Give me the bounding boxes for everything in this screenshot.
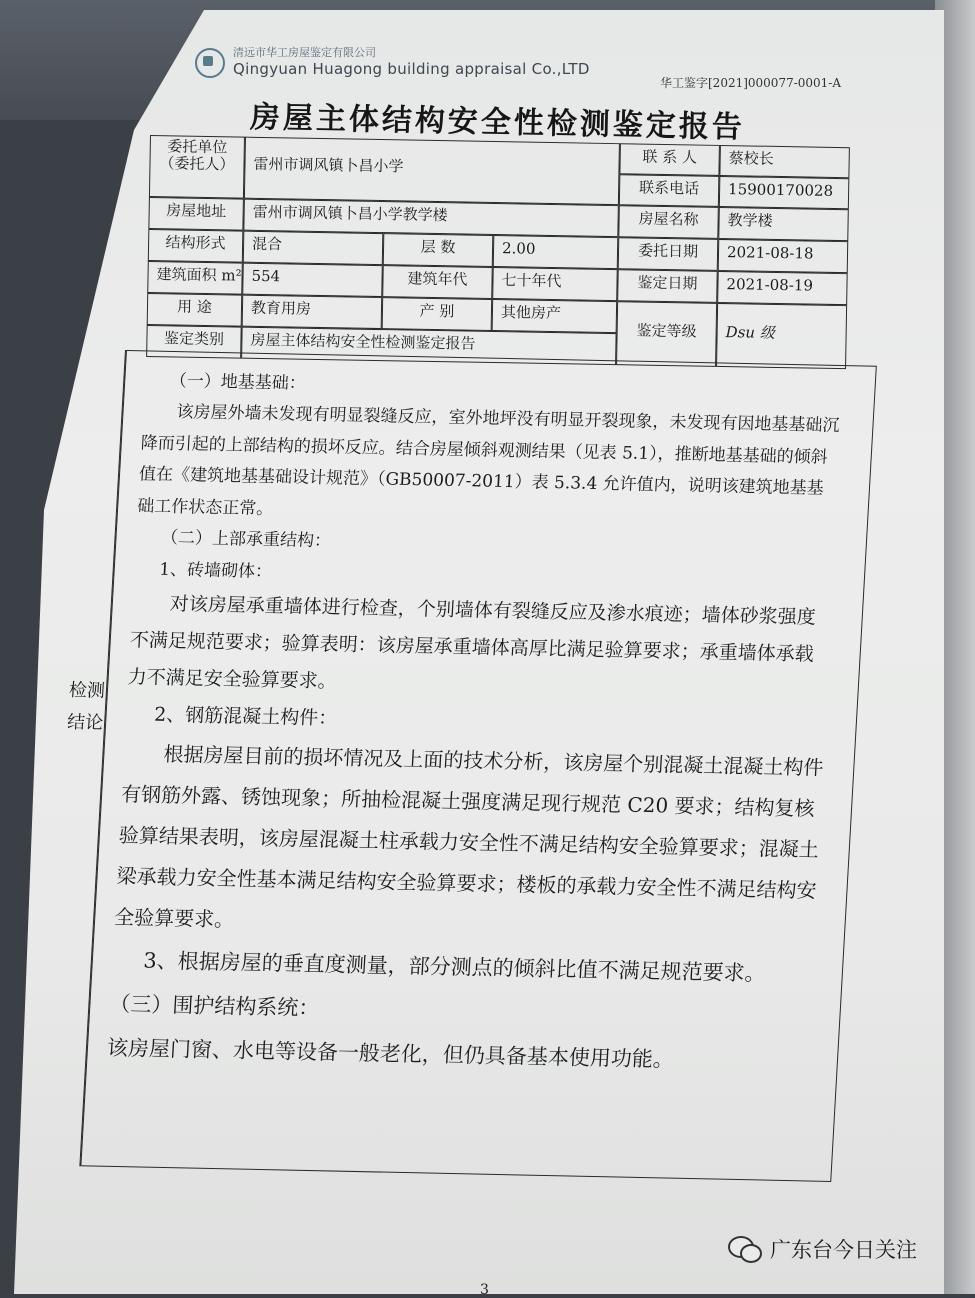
paragraph-foundation: 该房屋外墙未发现有明显裂缝反应，室外地坪没有明显开裂现象，未发现有因地基基础沉降而引起的上部结构的损坏反应。结合房屋倾斜观测结果（见表 5.1），推断地基基础的倾斜值在《建筑地基基础设计规范》（GB50007-2011）表 5.3.4 允许值内，说明该建筑地基基础工作状态正常。 [136,402,840,519]
page-number: 3 [480,1282,489,1298]
paragraph-verticality: 3、根据房屋的垂直度测量，部分测点的倾斜比值不满足规范要求。 [142,948,767,986]
watermark-text: 广东台今日关注 [770,1238,917,1262]
address-label: 房屋地址 [148,197,244,231]
conclusion-label: 检测 结论 [66,679,106,734]
structure-value: 混合 [243,231,384,265]
phone-value: 15900170028 [719,176,850,209]
company-logo-icon [195,48,225,78]
company-name-cn: 清远市华工房屋鉴定有限公司 [233,46,376,59]
heading-superstructure: （二）上部承重结构： [160,527,332,552]
client-value: 雷州市调风镇卜昌小学 [244,137,620,206]
property-label: 产 别 [382,297,493,331]
conclusion-body [106,365,845,1085]
type-value: 房屋主体结构安全性检测鉴定报告 [241,327,617,366]
house-name-label: 房屋名称 [618,205,719,239]
paragraph-concrete: 根据房屋目前的损坏情况及上面的技术分析，该房屋个别混凝土混凝土构件有钢筋外露、锈蚀现象；所抽检混凝土强度满足现行规范 C20 要求；结构复核验算结果表明，该房屋混凝土柱承载力安全性不满足结构安全验算要求；混凝土梁承载力安全性基本满足结构安全验算要求；楼板的承载力安全性不满足结构安全验算要求。 [113,742,824,932]
grade-label: 鉴定等级 [616,301,717,367]
report-number: 华工鉴字[2021]000077-0001-A [660,76,842,90]
usage-value: 教育用房 [242,295,383,329]
property-value: 其他房产 [492,299,618,333]
year-label: 建筑年代 [382,265,493,299]
area-label: 建筑面积 m² [147,261,243,295]
grade-value: Dsu 级 [716,303,847,369]
house-name-value: 教学楼 [718,207,849,241]
contact-value: 蔡校长 [719,145,850,178]
paragraph-masonry: 对该房屋承重墙体进行检查，个别墙体有裂缝反应及渗水痕迹；墙体砂浆强度不满足规范要求；验算表明：该房屋承重墙体高厚比满足验算要求；承重墙体承载力不满足安全验算要求。 [127,593,817,693]
type-label: 鉴定类别 [146,325,242,359]
appraisal-date-label: 鉴定日期 [617,269,718,303]
report-title: 房屋主体结构安全性检测鉴定报告 [249,100,746,146]
wechat-icon [728,1236,762,1262]
heading-enclosure: （三）围护结构系统： [108,992,321,1021]
conclusion-section [66,350,876,1182]
year-value: 七十年代 [492,267,618,301]
appraisal-date-value: 2021-08-19 [717,271,848,305]
client-label: 委托单位 （委托人） [149,135,245,199]
heading-foundation: （一）地基基础： [169,370,307,394]
company-name-en: Qingyuan Huagong building appraisal Co.,LTD [233,60,590,78]
structure-label: 结构形式 [148,229,244,263]
entrust-date-label: 委托日期 [618,237,719,271]
floors-label: 层 数 [383,233,494,267]
area-value: 554 [242,263,383,297]
floors-value: 2.00 [493,235,619,269]
usage-label: 用 途 [147,293,243,327]
address-value: 雷州市调风镇卜昌小学教学楼 [243,199,619,238]
paragraph-enclosure: 该房屋门窗、水电等设备一般老化，但仍具备基本使用功能。 [106,1036,675,1073]
entrust-date-value: 2021-08-18 [718,239,849,273]
contact-label: 联 系 人 [619,143,720,176]
heading-concrete: 2、钢筋混凝土构件： [153,703,338,730]
heading-masonry: 1、砖墙砌体： [158,559,273,582]
phone-label: 联系电话 [619,174,720,207]
